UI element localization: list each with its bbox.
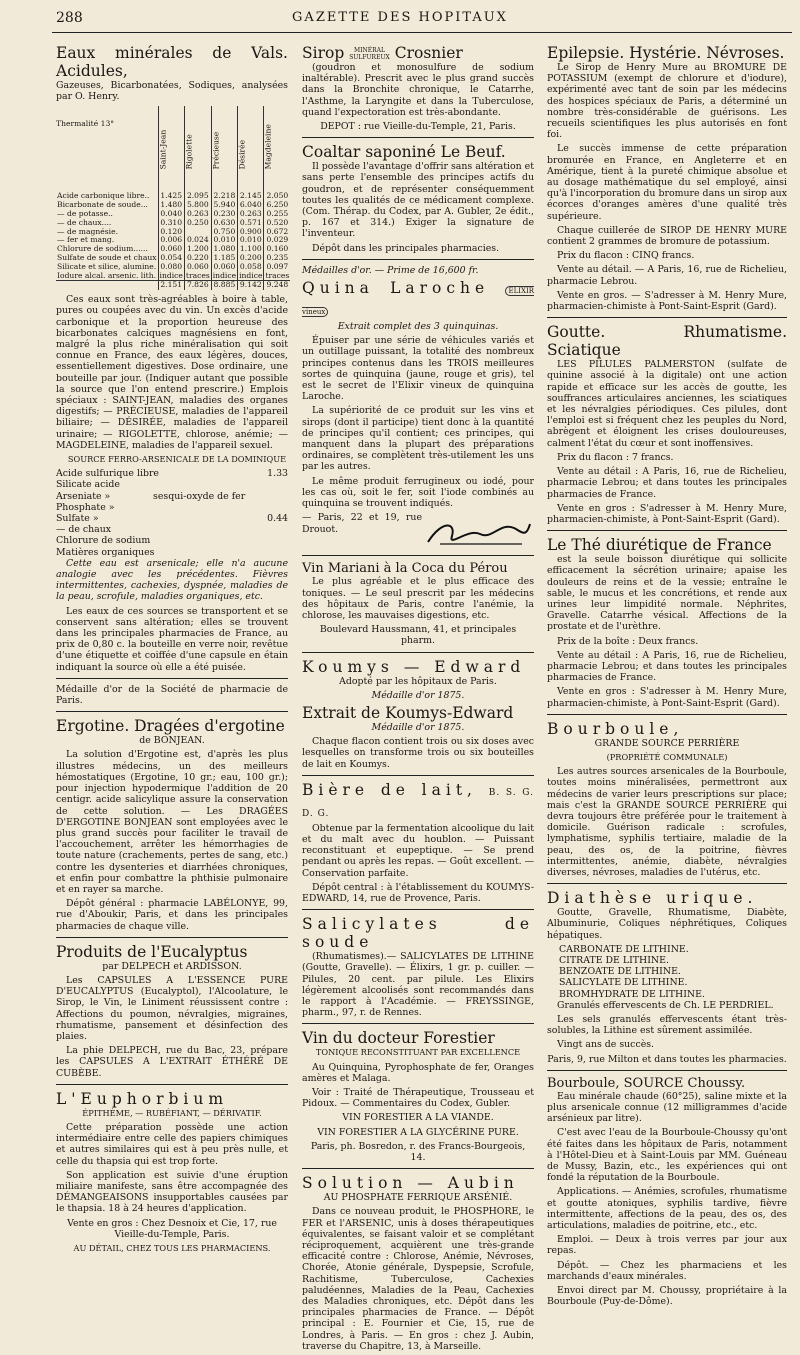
row-label: Sulfate de soude et chaux: [57, 252, 157, 262]
ad-euphorbium: [56, 1090, 288, 1254]
forestier-title: Vin du docteur Forestier: [302, 1029, 495, 1048]
choussy-body-4: Emploi. — Deux à trois verres par jour aux repas.: [547, 1234, 787, 1257]
table-cell: 0.750: [211, 228, 237, 237]
list-item: CARBONATE DE LITHINE.: [559, 943, 689, 955]
ergotine-medal: Médaille d'or de la Société de pharmacie de Paris.: [56, 683, 288, 707]
bourboule-body: Les autres sources arsenicales de la Bourboule, toutes moins minéralisées, permettront aux médecins de varier leurs prescriptions sur place; mais c'est la GRANDE SOURCE PERRIÈRE qui devra toujours être préférée pour le traitement à domicile. Guérison radicale : scrofules, lymphatisme, syphilis tertiaire, maladie de la peau, des os, de la poitrine, fièvres intermittentes, anémie, diabète, névralgies diverses, névroses, maladies de l'utérus, etc.: [547, 766, 787, 878]
the-sale: Vente au détail : A Paris, 16, rue de Richelieu, pharmacie Lebrou; et dans toutes les principales pharmacies de France.: [547, 649, 787, 684]
choussy-body-5: Dépôt. — Chez les pharmaciens et les marchands d'eaux minérales.: [547, 1259, 787, 1282]
the-body: est la seule boisson diurétique qui sollicite efficacement la sécrétion urinaire; apaise les douleurs de reins et de la vessie; entraîne le sable, le mucus et les concrétions, et rende aux urines leur limpidité normale. Néphrites, Gravelle. Catarrhe vésical. Affections de la prostate et de l'urèthre.: [547, 554, 787, 633]
mariani-body: Le plus agréable et le plus efficace des toniques. — Le seul prescrit par les médecins des hôpitaux de Paris, contre l'anémie, la chlorose, les mauvaises digestions, etc.: [302, 576, 534, 621]
bourboule-title: Bourboule,: [547, 719, 684, 738]
divider: [56, 678, 288, 679]
ad-ergotine: [56, 684, 288, 932]
total-label: [56, 281, 158, 290]
table-cell: 0.255: [264, 210, 290, 219]
dominique-body: Cette eau est arsenicale; elle n'a aucune analogie avec les précédentes. Fièvres intermittentes, cachexies, dyspnée, maladies de la peau, scrofule, maladies organiques, etc.: [56, 557, 288, 603]
table-cell: 0.058: [238, 263, 264, 272]
composition-line: [56, 524, 288, 535]
table-cell: 0.310: [158, 219, 184, 228]
divider: [547, 714, 787, 715]
page-header: [0, 0, 800, 40]
table-cell: 1.425: [158, 192, 184, 201]
choussy-body-3: Applications. — Anémies, scrofules, rhumatisme et goutte atoniques, syphilis tardive, fièvre intermittente, affections de la peau, des os, des articulations, maladies de poitrine, etc., etc.: [547, 1186, 787, 1232]
forestier-body-2: Voir : Traité de Thérapeutique, Trousseau et Pidoux. — Commentaires du Codex, Gubler.: [302, 1086, 534, 1110]
epilepsie-body-2: Le succès immense de cette préparation bromurée en France, en Angleterre et en Amérique, tient à la pureté chimique absolue et au dosage mathématique du sel employé, ainsi qu'à l'incorporation du bromure dans un sirop aux écorces d'oranges amères d'une qualité très supérieure.: [547, 143, 787, 222]
table-cell: indice: [159, 270, 183, 280]
col-header: [184, 106, 211, 192]
divider: [56, 1084, 288, 1085]
composition-line: [56, 535, 288, 546]
list-item: BENZOATE DE LITHINE.: [559, 966, 681, 978]
row-label: Acide carbonique libre..: [57, 191, 150, 201]
epilepsie-body: Le Sirop de Henry Mure au BROMURE DE POTASSIUM (exempt de chlorure et d'iodure), expérimenté avec tant de soin par les médecins des hospices spéciaux de Paris, a déterminé un nombre très-considérable de guérisons. Les recueils scientifiques les plus autorisés en font foi.: [547, 62, 787, 141]
koumys-title-2: Extrait de Koumys-Edward: [302, 703, 514, 722]
diathese-body-3: Les sels granulés effervescents étant très-solubles, la Lithine est sûrement assimilée.: [547, 1014, 787, 1037]
column-left: [56, 44, 288, 1257]
column-right: [547, 44, 787, 1310]
crosnier-small-1: MINÉRAL: [354, 47, 385, 54]
divider: [302, 1168, 534, 1169]
choussy-body-6: Envoi direct par M. Choussy, propriétaire à la Bourboule (Puy-de-Dôme).: [547, 1285, 787, 1308]
table-cell: 0.230: [211, 210, 237, 219]
table-cell: 2.050: [264, 192, 290, 201]
table-cell: 0.054: [158, 254, 184, 263]
laroche-title: [302, 279, 534, 321]
table-cell: 2.145: [238, 192, 264, 201]
col-header-text: Magdeleine: [264, 123, 274, 170]
epilepsie-body-3: Chaque cuillerée de SIROP DE HENRY MURE contient 2 grammes de bromure de potassium.: [547, 224, 787, 248]
euphorbium-body-2: Son application est suivie d'une éruption miliaire manifeste, sans être accompagnée des DÉMANGEAISONS insupportables causées par le thapsia. 18 à 24 heures d'application.: [56, 1169, 288, 1215]
ad-forestier: [302, 1029, 534, 1163]
ad-diathese: [547, 889, 787, 1065]
ad-mariani: [302, 561, 534, 646]
divider: [302, 909, 534, 910]
table-cell: 0.263: [184, 210, 211, 219]
table-cell: indice: [239, 270, 263, 280]
ergotine-body: La solution d'Ergotine est, d'après les plus illustres médecins, un des meilleurs hémostatiques (Ergotine, 10 gr.; eau, 100 gr.); pour injection hypodermique l'addition de 20 centigr. acide salicylique assure la conservation de cette solution. — Les DRAGÉES D'ERGOTINE BONJEAN sont employées avec le plus grand succès pour faciliter le travail de l'accouchement, arrêter les hémorrhagies de toute nature (crachements, pertes de sang, etc.) contre les dysenteries et diarrhées chroniques, et enfin pour combattre la phthisie pulmonaire et en rayer sa marche.: [56, 749, 288, 895]
bourboule-sub: GRANDE SOURCE PERRIÈRE: [594, 737, 740, 749]
table-cell: 0.263: [238, 210, 264, 219]
biere-title: [302, 781, 534, 823]
vals-subtitle: Gazeuses, Bicarbonatées, Sodiques, analysées par O. Henry.: [56, 80, 288, 103]
table-cell: 0.900: [238, 228, 264, 237]
eucalyptus-body-2: La phie DELPECH, rue du Bac, 23, prépare les CAPSULES A L'EXTRAIT ÉTHÉRÉ DE CUBÈBE.: [56, 1045, 288, 1079]
choussy-title-b: SOURCE Choussy.: [623, 1075, 746, 1091]
total-cell: 8.885: [211, 281, 237, 290]
row-label: Iodure alcal. arsenic. lith.: [57, 270, 157, 280]
table-cell: 0.010: [211, 236, 237, 245]
bourboule-sub-2: (PROPRIÉTÉ COMMUNALE): [606, 751, 728, 762]
laroche-title-text: Quina Laroche: [302, 279, 490, 298]
table-cell: 0.160: [264, 245, 290, 254]
table-cell: 1.200: [184, 245, 211, 254]
composition-line: [56, 547, 288, 558]
divider: [547, 883, 787, 884]
composition-value: 0.44: [267, 513, 288, 525]
column-middle: [302, 44, 534, 1355]
choussy-title-a: Bourboule,: [547, 1075, 620, 1091]
table-cell: 0.120: [158, 228, 184, 237]
ad-bourboule-perriere: [547, 720, 787, 878]
total-cell: 7.826: [184, 281, 211, 290]
ad-goutte: [547, 323, 787, 525]
biere-title-b: B. S. G. D. G.: [302, 787, 534, 819]
ad-coaltar: [302, 143, 534, 254]
table-cell: 0.250: [184, 219, 211, 228]
list-item: CITRATE DE LITHINE.: [559, 955, 669, 966]
crosnier-depot: DEPOT : rue Vieille-du-Temple, 21, Paris.: [320, 121, 516, 133]
diathese-list: [547, 944, 787, 1000]
laroche-address: — Paris, 22 et 19, rue Drouot.: [302, 512, 422, 535]
eucalyptus-body: Les CAPSULES A L'ESSENCE PURE D'EUCALYPTUS (Eucalyptol), l'Alcoolature, le Sirop, le Vin, le Liniment réussissent contre : Affections du poumon, névralgies, migraines, rhumatisme, pansement et désinfection des plaies.: [56, 974, 288, 1042]
crosnier-title: [302, 44, 534, 62]
ad-choussy: [547, 1076, 787, 1308]
epilepsie-sale: Vente au détail. — A Paris, 16, rue de Richelieu, pharmacie Lebrou.: [547, 264, 787, 287]
row-label: — de chaux....: [57, 217, 112, 227]
goutte-title: Goutte. Rhumatisme. Sciatique: [547, 323, 787, 360]
crosnier-small-2: SULFUREUX: [349, 54, 390, 61]
dominique-title: SOURCE FERRO-ARSENICALE DE LA DOMINIQUE: [67, 454, 287, 465]
composition-label: Arseniate »: [56, 490, 111, 502]
aubin-title: Solution — Aubin: [302, 1174, 519, 1193]
total-cell: 9.142: [238, 281, 264, 290]
col-header: [158, 106, 184, 192]
ad-aubin: [302, 1174, 534, 1352]
total-cell: 2.151: [158, 281, 184, 290]
table-cell: 6.250: [264, 201, 290, 210]
col-header-text: Saint-Jean: [158, 129, 168, 170]
composition-label: Silicate acide: [56, 479, 120, 491]
row-label: — de magnésie.: [57, 226, 118, 236]
koumys-title: Koumys — Edward: [302, 657, 526, 676]
table-cell: indice: [212, 270, 237, 280]
list-item: SALICYLATE DE LITHINE.: [559, 977, 688, 989]
row-label: — de potasse..: [57, 209, 113, 218]
table-cell: 6.040: [238, 201, 264, 210]
diathese-address: Paris, 9, rue Milton et dans toutes les pharmacies.: [547, 1053, 787, 1065]
euphorbium-body: Cette préparation possède une action intermédiaire entre celle des papiers chimiques et autres similaires qui est à peu près nulle, et celle du thapsia qui est trop forte.: [56, 1121, 288, 1167]
crosnier-title-a: Sirop: [302, 44, 345, 62]
ad-crosnier: [302, 44, 534, 132]
vals-analysis-table: [56, 106, 290, 290]
laroche-body: Épuiser par une série de véhicules variés et un outillage puissant, la totalité des nombreux principes contenus dans les TROIS meilleures sortes de quinquina (jaune, rouge et gris), tel est le secret de l'Elixir vineux de quinquina Laroche.: [302, 335, 534, 403]
salicylates-body: (Rhumatismes).— SALICYLATES DE LITHINE (Goutte, Gravelle). — Élixirs, 1 gr. p. cuiller. — Pilules, 20 cent. par pilule. Les Elixirs légèrement alcoolisés sont recommandés dans le rapport à l'Académie. — FREYSSINGE, pharm., 97, r. de Rennes.: [302, 951, 534, 1019]
laroche-label: ELIXIR vineux: [302, 287, 534, 317]
table-cell: 1.480: [158, 201, 184, 210]
goutte-price: Prix du flacon : 7 francs.: [557, 451, 674, 463]
diathese-body-2: Granulés effervescents de Ch. LE PERDRIEL.: [557, 999, 774, 1011]
crosnier-title-b: Crosnier: [394, 44, 463, 62]
vals-body: Ces eaux sont très-agréables à boire à table, pures ou coupées avec du vin. Un excès d'acide carbonique et la proportion heureuse des bicarbonates calciques magnésiens en font, malgré la plus riche minéralisation qui soit connue en France, des eaux légères, douces, essentiellement digestives. Dose ordinaire, une bouteille par jour. (Indiquer autant que possible la source que l'on entend prescrire.) Emplois spéciaux : SAINT-JEAN, maladies des organes digestifs; — PRÉCIEUSE, maladies de l'appareil biliaire; — DÉSIRÉE, maladies de l'appareil urinaire; — RIGOLETTE, chlorose, anémie; — MAGDELEINE, maladies de l'appareil sexuel.: [56, 294, 288, 451]
table-cell: traces: [185, 270, 210, 280]
composition-label: Acide sulfurique libre: [56, 468, 159, 480]
col-header: [211, 106, 237, 192]
laroche-body-3: Le même produit ferrugineux ou iodé, pour les cas où, soit le fer, soit l'iode combinés au quinquina se trouvent indiqués.: [302, 475, 534, 510]
table-cell: 0.060: [184, 263, 211, 272]
table-cell: 0.520: [264, 219, 290, 228]
table-cell: traces: [265, 270, 290, 280]
table-cell: 0.571: [238, 219, 264, 228]
euphorbium-sale: Vente en gros : Chez Desnoix et Cie, 17, rue Vieille-du-Temple, Paris.: [67, 1217, 277, 1240]
ergotine-title: Ergotine. Dragées d'ergotine: [56, 717, 285, 736]
divider: [56, 937, 288, 938]
table-cell: 0.006: [158, 236, 184, 245]
coaltar-body: Il possède l'avantage d'offrir sans altération et sans perte l'ensemble des principes actifs du goudron, et de représenter conséquemment toutes les qualités de ce médicament complexe. (Com. Thérap. du Codex, par A. Gubler, 2e édit., p. 167 et 314.) Exiger la signature de l'inventeur.: [302, 161, 534, 240]
forestier-sub: TONIQUE RECONSTITUANT PAR EXCELLENCE: [315, 1047, 521, 1058]
ad-laroche: [302, 265, 534, 550]
forestier-body: Au Quinquina, Pyrophosphate de fer, Oranges amères et Malaga.: [302, 1061, 534, 1084]
dominique-composition: [56, 468, 288, 558]
brace-label: sesqui-oxyde de fer: [153, 490, 246, 502]
col-header-text: Désirée: [237, 139, 247, 170]
mariani-address: Boulevard Haussmann, 41, et principales pharm.: [319, 624, 517, 647]
composition-label: Phosphate »: [56, 501, 115, 513]
koumys-medal-2: Médaille d'or 1875.: [371, 721, 465, 733]
aubin-body: Dans ce nouveau produit, le PHOSPHORE, le FER et l'ARSENIC, unis à doses thérapeutiques équivalentes, se faisant valoir et se complétant réciproquement, acquièrent une très-grande efficacité contre : Chlorose, Anémie, Névroses, Chorée, Atonie générale, Dyspepsie, Scrofule, Rachitisme, Tuberculose, Cachexies paludéennes, Maladies de la Peau, Cachexies des Maladies chroniques, etc. Dépôt dans les principales pharmacies de France. — Dépôt principal : E. Fournier et Cie, 15, rue de Londres, à Paris. — En gros : chez J. Aubin, traverse du Chapitre, 13, à Marseille.: [302, 1206, 534, 1352]
col-header-text: Rigolette: [184, 133, 194, 170]
forestier-address: Paris, ph. Bosredon, r. des Francs-Bourgeois, 14.: [310, 1140, 526, 1163]
table-cell: 0.010: [238, 236, 264, 245]
table-cell: 5.940: [211, 201, 237, 210]
epilepsie-title: Epilepsie. Hystérie. Névroses.: [547, 44, 785, 62]
composition-value: 1.33: [267, 468, 288, 480]
vals-title: [56, 44, 288, 80]
choussy-body-2: C'est avec l'eau de la Bourboule-Choussy qu'ont été faites dans les hôpitaux de Paris, notamment à l'Hôtel-Dieu et à Saint-Louis par MM. Guéneau de Mussy, Bazin, etc., les expériences qui ont fondé la réputation de la Bourboule.: [547, 1127, 787, 1184]
composition-line: [56, 479, 288, 490]
col-header: [238, 106, 264, 192]
crosnier-title-small: [349, 47, 390, 61]
biere-title-text: Bière de lait,: [302, 780, 477, 799]
table-cell: 0.029: [264, 236, 290, 245]
crosnier-body: (goudron et monosulfure de sodium inaltérable). Prescrit avec le plus grand succès dans la Bronchite chronique, le Catarrhe, l'Asthme, la Laryngite et dans la Tuberculose, quand l'expectoration est très-abondante.: [302, 62, 534, 118]
ad-vals: [56, 44, 288, 673]
col-header-text: Précieuse: [211, 131, 221, 170]
table-cell: 0.630: [211, 219, 237, 228]
diathese-body-4: Vingt ans de succès.: [557, 1039, 655, 1051]
table-cell: 0.220: [184, 254, 211, 263]
ergotine-depot: Dépôt général : pharmacie LABÉLONYE, 99, rue d'Aboukir, Paris, et dans les principales pharmacies de chaque ville.: [56, 898, 288, 932]
laroche-sub: Extrait complet des 3 quinquinas.: [337, 321, 499, 333]
running-title: GAZETTE DES HOPITAUX: [292, 10, 508, 25]
goutte-body: LES PILULES PALMERSTON (sulfate de quinine associé à la digitale) ont une action rapide et efficace sur les accès de goutte, les souffrances articulaires anciennes, les sciatiques et les névralgies périodiques. Ces pilules, dont l'emploi est si fréquent chez les peuples du Nord, abrègent et éloignent les crises douloureuses, calment l'état du cœur et sont inoffensives.: [547, 359, 787, 449]
divider: [302, 1023, 534, 1024]
epilepsie-price: Prix du flacon : CINQ francs.: [557, 250, 695, 262]
vals-title-text: Eaux minérales de Vals. Acidules,: [56, 44, 288, 80]
divider: [302, 137, 534, 138]
dominique-body-2: Les eaux de ces sources se transportent et se conservent sans altération; elles se trouvent dans les principales pharmacies de France, au prix de 0,80 c. la bouteille en verre noir, revêtue d'une étiquette et coiffée d'une capsule en étain indiquant la source où elle a été puisée.: [56, 605, 288, 673]
row-label: Bicarbonate de soude...: [57, 200, 148, 210]
the-sale-2: Vente en gros : S'adresser à M. Henry Mure, pharmacien-chimiste, à Pont-Saint-Esprit (Gard).: [547, 686, 787, 709]
aubin-sub: AU PHOSPHATE FERRIQUE ARSÉNIÉ.: [323, 1192, 513, 1204]
euphorbium-title: L'Euphorbium: [56, 1089, 229, 1108]
composition-line: [56, 468, 288, 479]
forestier-line-2: VIN FORESTIER A LA GLYCÉRINE PURE.: [317, 1126, 519, 1138]
composition-label: Chlorure de sodium: [56, 535, 151, 547]
euphorbium-subtitle: ÉPITHÈME, — RUBÉFIANT, — DÉRIVATIF.: [82, 1107, 262, 1118]
forestier-line-1: VIN FORESTIER A LA VIANDE.: [342, 1112, 494, 1124]
table-corner: Thermalité 13°: [56, 119, 115, 129]
col-header: [264, 106, 290, 192]
the-title: Le Thé diurétique de France: [547, 536, 772, 555]
ad-koumys: [302, 658, 534, 770]
list-item: BROMHYDRATE DE LITHINE.: [559, 988, 705, 1000]
the-price: Prix de la boîte : Deux francs.: [557, 635, 699, 647]
composition-label: Sulfate »: [56, 513, 99, 525]
table-cell: 2.218: [211, 192, 237, 201]
ad-biere: [302, 781, 534, 904]
table-cell: 0.235: [264, 254, 290, 263]
divider: [56, 711, 288, 712]
laroche-body-2: La supériorité de ce produit sur les vins et sirops (dont il participe) tient donc à la quantité de principes qu'il contient; ces principes, qui manquent dans la plupart des préparations ordinaires, se complètent très-utilement les uns par les autres.: [302, 405, 534, 473]
header-rule: [52, 32, 792, 33]
table-cell: 0.060: [158, 245, 184, 254]
choussy-title: [547, 1076, 787, 1091]
salicylates-title: Salicylates de soude: [302, 915, 534, 952]
divider: [302, 775, 534, 776]
table-cell: 1.185: [211, 254, 237, 263]
total-cell: 9.248: [264, 281, 290, 290]
choussy-body: Eau minérale chaude (60°25), saline mixte et la plus arsenicale connue (12 milligrammes d'acide arsénieux par litre).: [547, 1090, 787, 1125]
laroche-signature-icon: [422, 514, 534, 550]
table-cell: 5.800: [184, 201, 211, 210]
composition-label: — de chaux: [56, 524, 112, 536]
koumys-body: Chaque flacon contient trois ou six doses avec lesquelles on transforme trois ou six bouteilles de lait en Koumys.: [302, 736, 534, 770]
divider: [547, 530, 787, 531]
ad-salicylates: [302, 915, 534, 1018]
page-number: 288: [56, 10, 83, 26]
divider: [302, 555, 534, 556]
mariani-title: Vin Mariani à la Coca du Pérou: [302, 561, 508, 577]
table-cell: 0.060: [211, 263, 237, 272]
table-cell: 0.200: [238, 254, 264, 263]
divider: [302, 652, 534, 653]
ad-epilepsie: [547, 44, 787, 312]
table-cell: 0.024: [184, 236, 211, 245]
epilepsie-sale-2: Vente en gros. — S'adresser à M. Henry Mure, pharmacien-chimiste à Pont-Saint-Esprit (Gard).: [547, 289, 787, 313]
diathese-body: Goutte, Gravelle, Rhumatisme, Diabète, Albuminurie, Coliques néphrétiques, Coliques hépatiques.: [547, 907, 787, 941]
table-cell: 2.095: [184, 192, 211, 201]
divider: [547, 1070, 787, 1071]
laroche-medals: Médailles d'or. — Prime de 16,600 fr.: [302, 264, 479, 276]
diathese-title: Diathèse urique.: [547, 889, 758, 908]
goutte-sale-2: Vente en gros : S'adresser à M. Henry Mure, pharmacien-chimiste, à Pont-Saint-Esprit (Gard).: [547, 502, 787, 525]
table-total-row: [56, 281, 290, 290]
ad-eucalyptus: [56, 943, 288, 1079]
eucalyptus-title: Produits de l'Eucalyptus: [56, 942, 248, 961]
coaltar-title: Coaltar saponiné Le Beuf.: [302, 143, 506, 162]
composition-label: Matières organiques: [56, 546, 155, 558]
koumys-medal: Médaille d'or 1875.: [371, 689, 465, 701]
table-cell: 0.040: [158, 210, 184, 219]
table-cell: 1.080: [211, 245, 237, 254]
eucalyptus-subtitle: par DELPECH et ARDISSON.: [102, 960, 242, 972]
euphorbium-sale-2: AU DÉTAIL, CHEZ TOUS LES PHARMACIENS.: [73, 1243, 271, 1253]
table-cell: 0.097: [264, 263, 290, 272]
biere-body: Obtenue par la fermentation alcoolique du lait et du malt avec du houblon. — Puissant reconstituant et eupeptique. — Se prend pendant ou après les repas. — Goût excellent. — Conservation parfaite.: [302, 822, 534, 879]
table-cell: 0.080: [158, 263, 184, 272]
row-label: Chlorure de sodium......: [57, 244, 148, 254]
biere-depot: Dépôt central : à l'établissement du KOUMYS-EDWARD, 14, rue de Provence, Paris.: [302, 881, 534, 904]
koumys-sub: Adopté par les hôpitaux de Paris.: [339, 675, 497, 687]
row-label: — fer et mang.: [57, 235, 115, 245]
composition-line: [56, 491, 288, 502]
composition-line: [56, 513, 288, 524]
divider: [547, 317, 787, 318]
divider: [302, 259, 534, 260]
composition-line: [56, 502, 288, 513]
ad-the-diuretique: [547, 536, 787, 709]
row-label: Silicate et silice, alumine.: [57, 261, 157, 271]
table-cell: 1.100: [238, 245, 264, 254]
table-cell: 0.672: [264, 228, 290, 237]
goutte-sale: Vente au détail : A Paris, 16, rue de Richelieu, pharmacie Lebrou; et dans toutes les principales pharmacies de France.: [547, 466, 787, 500]
ergotine-subtitle: de BONJEAN.: [139, 735, 205, 747]
coaltar-depot: Dépôt dans les principales pharmacies.: [312, 242, 500, 254]
